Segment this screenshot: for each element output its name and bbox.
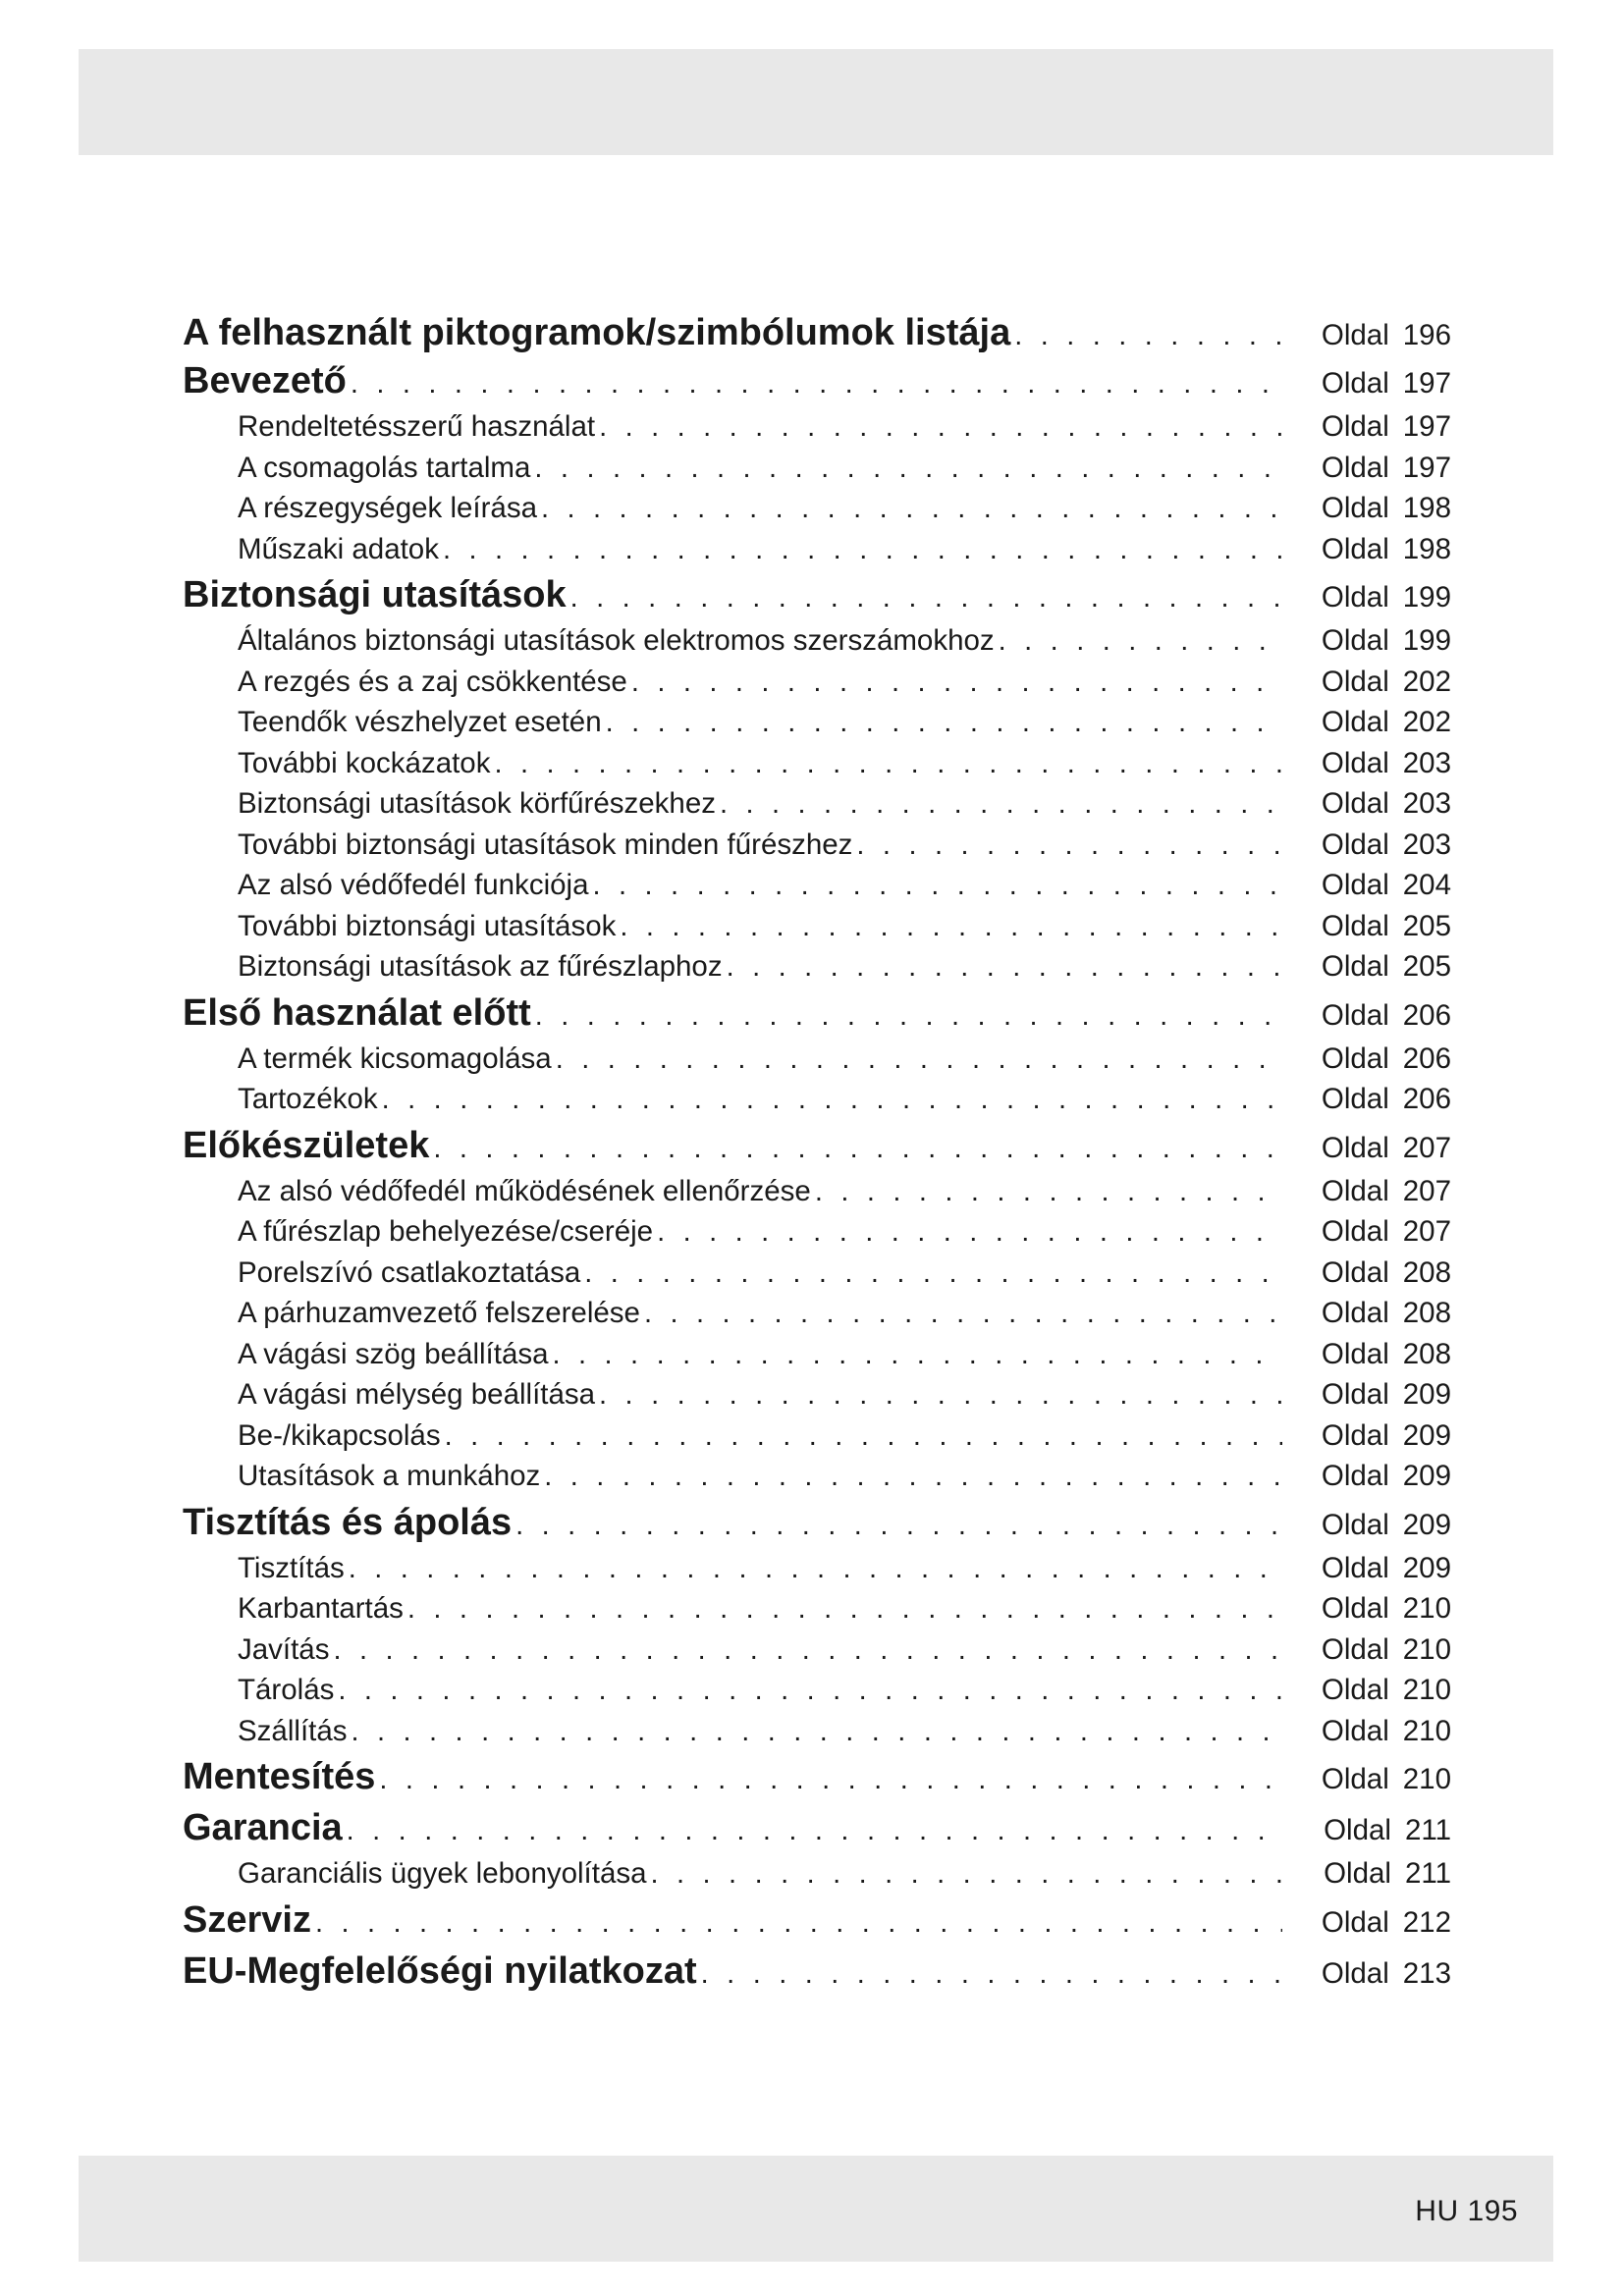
toc-page-label: Oldal bbox=[1321, 950, 1389, 983]
toc-entry-title: A rezgés és a zaj csökkentése bbox=[238, 665, 627, 698]
toc-entry-title: Teendők vészhelyzet esetén bbox=[238, 706, 602, 738]
toc-entry-title: Általános biztonsági utasítások elektromos szerszámokhoz bbox=[238, 624, 995, 657]
toc-page-label: Oldal bbox=[1324, 1814, 1391, 1846]
toc-page-number: 207 bbox=[1402, 1215, 1451, 1248]
toc-page-ref bbox=[1290, 906, 1451, 947]
toc-page-number: 199 bbox=[1402, 581, 1451, 614]
toc-page-number: 211 bbox=[1404, 1814, 1451, 1846]
toc-dot-leader bbox=[338, 1671, 1282, 1711]
toc-dot-leader bbox=[349, 1549, 1282, 1589]
toc-subsection-entry bbox=[183, 1588, 1451, 1629]
toc-dot-leader bbox=[599, 407, 1282, 448]
toc-dot-leader bbox=[727, 947, 1282, 988]
toc-section-entry bbox=[183, 1802, 1451, 1853]
toc-page-number: 210 bbox=[1402, 1763, 1451, 1795]
toc-entry-title: Bevezető bbox=[183, 360, 347, 401]
toc-page-label: Oldal bbox=[1321, 492, 1389, 524]
toc-page-ref bbox=[1290, 313, 1451, 355]
toc-entry-title: Be-/kikapcsolás bbox=[238, 1418, 441, 1452]
toc-page-label: Oldal bbox=[1321, 410, 1389, 443]
toc-page-number: 212 bbox=[1402, 1905, 1451, 1939]
toc-page-ref bbox=[1290, 865, 1451, 906]
toc-page-label: Oldal bbox=[1321, 746, 1389, 779]
toc-subsection-entry bbox=[183, 1171, 1451, 1212]
toc-subsection-entry bbox=[183, 702, 1451, 743]
toc-page-ref bbox=[1290, 1805, 1451, 1853]
toc-section-entry bbox=[183, 988, 1451, 1039]
header-band bbox=[79, 49, 1553, 155]
toc-page-ref bbox=[1290, 1171, 1451, 1212]
toc-section-entry bbox=[183, 569, 1451, 620]
toc-dot-leader bbox=[556, 1040, 1282, 1080]
toc-page-number: 213 bbox=[1402, 1956, 1451, 1990]
toc-entry-title: Porelszívó csatlakoztatása bbox=[238, 1255, 581, 1289]
toc-page-ref bbox=[1290, 743, 1451, 784]
toc-page-ref bbox=[1290, 1754, 1451, 1802]
toc-subsection-entry bbox=[183, 783, 1451, 825]
toc-subsection-entry bbox=[183, 743, 1451, 784]
toc-page-number: 207 bbox=[1402, 1174, 1451, 1207]
toc-page-label: Oldal bbox=[1321, 869, 1389, 901]
toc-subsection-entry bbox=[183, 488, 1451, 529]
toc-subsection-entry bbox=[183, 529, 1451, 570]
toc-entry-title: A csomagolás tartalma bbox=[238, 451, 531, 484]
toc-entry-title: A párhuzamvezető felszerelése bbox=[238, 1297, 640, 1329]
toc-page-ref bbox=[1290, 620, 1451, 662]
toc-page-ref bbox=[1290, 990, 1451, 1039]
toc-dot-leader bbox=[352, 1712, 1283, 1752]
toc-page-label: Oldal bbox=[1321, 1131, 1389, 1164]
toc-page-number: 206 bbox=[1402, 998, 1451, 1032]
toc-page-label: Oldal bbox=[1321, 1083, 1389, 1115]
toc-subsection-entry bbox=[183, 865, 1451, 906]
toc-page-label: Oldal bbox=[1324, 1857, 1391, 1890]
toc-page-number: 210 bbox=[1402, 1674, 1451, 1706]
toc-page-label: Oldal bbox=[1321, 451, 1389, 484]
toc-dot-leader bbox=[620, 907, 1282, 947]
toc-page-label: Oldal bbox=[1321, 1592, 1389, 1625]
toc-page-ref bbox=[1290, 529, 1451, 570]
toc-dot-leader bbox=[443, 530, 1282, 570]
toc-page-label: Oldal bbox=[1321, 1763, 1389, 1795]
toc-entry-title: Az alsó védőfedél működésének ellenőrzése bbox=[238, 1174, 811, 1207]
toc-page-label: Oldal bbox=[1321, 1378, 1389, 1411]
toc-page-label: Oldal bbox=[1321, 1714, 1389, 1747]
page-number: HU 195 bbox=[1415, 2195, 1518, 2227]
toc-dot-leader bbox=[553, 1335, 1282, 1375]
toc-page-ref bbox=[1290, 783, 1451, 825]
table-of-contents bbox=[183, 310, 1451, 1997]
toc-dot-leader bbox=[541, 489, 1282, 529]
toc-page-number: 198 bbox=[1402, 532, 1451, 565]
toc-entry-title: Garancia bbox=[183, 1807, 343, 1848]
toc-dot-leader bbox=[515, 1500, 1282, 1548]
toc-page-number: 208 bbox=[1402, 1297, 1451, 1329]
toc-page-label: Oldal bbox=[1321, 1297, 1389, 1329]
toc-dot-leader bbox=[535, 990, 1282, 1039]
toc-page-label: Oldal bbox=[1321, 1632, 1389, 1666]
toc-dot-leader bbox=[584, 1254, 1282, 1294]
toc-subsection-entry bbox=[183, 448, 1451, 489]
toc-section-entry bbox=[183, 1895, 1451, 1946]
toc-subsection-entry bbox=[183, 1293, 1451, 1334]
toc-entry-title: További biztonsági utasítások bbox=[238, 909, 617, 942]
toc-page-label: Oldal bbox=[1321, 828, 1389, 861]
toc-page-label: Oldal bbox=[1321, 1215, 1389, 1248]
toc-page-number: 209 bbox=[1402, 1378, 1451, 1411]
toc-page-ref bbox=[1290, 1949, 1451, 1997]
toc-page-label: Oldal bbox=[1321, 319, 1389, 351]
toc-entry-title: Tisztítás bbox=[238, 1551, 345, 1584]
toc-subsection-entry bbox=[183, 1079, 1451, 1120]
toc-dot-leader bbox=[599, 1375, 1282, 1415]
toc-page-ref bbox=[1290, 702, 1451, 743]
toc-page-number: 203 bbox=[1402, 746, 1451, 779]
toc-page-ref bbox=[1290, 946, 1451, 988]
toc-page-ref bbox=[1290, 1588, 1451, 1629]
toc-page-number: 199 bbox=[1402, 624, 1451, 657]
toc-page-ref bbox=[1290, 1897, 1451, 1946]
toc-page-number: 197 bbox=[1402, 367, 1451, 400]
toc-page-ref bbox=[1290, 1374, 1451, 1415]
toc-page-label: Oldal bbox=[1321, 1905, 1389, 1939]
toc-page-number: 210 bbox=[1402, 1714, 1451, 1747]
toc-page-ref bbox=[1290, 1334, 1451, 1375]
toc-dot-leader bbox=[407, 1589, 1282, 1629]
toc-page-number: 205 bbox=[1402, 950, 1451, 983]
footer-band bbox=[79, 2156, 1553, 2262]
toc-dot-leader bbox=[534, 449, 1282, 489]
toc-page-label: Oldal bbox=[1321, 624, 1389, 657]
toc-entry-title: A termék kicsomagolása bbox=[238, 1041, 552, 1075]
toc-page-number: 206 bbox=[1402, 1041, 1451, 1075]
toc-page-ref bbox=[1290, 406, 1451, 448]
toc-page-number: 203 bbox=[1402, 828, 1451, 861]
toc-page-ref bbox=[1290, 1211, 1451, 1253]
toc-page-ref bbox=[1290, 662, 1451, 703]
toc-dot-leader bbox=[593, 866, 1282, 906]
toc-page-number: 196 bbox=[1402, 319, 1451, 351]
toc-entry-title: Tárolás bbox=[238, 1674, 335, 1706]
toc-page-label: Oldal bbox=[1321, 1337, 1389, 1370]
toc-page-number: 209 bbox=[1402, 1460, 1451, 1492]
toc-subsection-entry bbox=[183, 1211, 1451, 1253]
toc-dot-leader bbox=[657, 1212, 1282, 1253]
toc-page-label: Oldal bbox=[1321, 367, 1389, 400]
toc-dot-leader bbox=[544, 1457, 1282, 1497]
toc-page-ref bbox=[1290, 1253, 1451, 1294]
toc-page-ref bbox=[1290, 572, 1451, 620]
toc-subsection-entry bbox=[183, 1374, 1451, 1415]
toc-entry-title: Utasítások a munkához bbox=[238, 1460, 541, 1492]
toc-page-number: 203 bbox=[1402, 787, 1451, 820]
toc-section-entry bbox=[183, 1946, 1451, 1997]
toc-entry-title: További biztonsági utasítások minden fűrészhez bbox=[238, 828, 853, 861]
toc-page-ref bbox=[1290, 1293, 1451, 1334]
toc-page-ref bbox=[1290, 448, 1451, 489]
toc-entry-title: Garanciális ügyek lebonyolítása bbox=[238, 1857, 647, 1890]
toc-dot-leader bbox=[351, 358, 1282, 406]
toc-dot-leader bbox=[315, 1897, 1282, 1946]
toc-entry-title: Szállítás bbox=[238, 1714, 348, 1747]
toc-page-number: 209 bbox=[1402, 1418, 1451, 1452]
toc-page-ref bbox=[1290, 1415, 1451, 1457]
toc-page-label: Oldal bbox=[1321, 1174, 1389, 1207]
toc-entry-title: Rendeltetésszerű használat bbox=[238, 410, 596, 443]
toc-page-number: 208 bbox=[1402, 1337, 1451, 1370]
toc-entry-title: Biztonsági utasítások körfűrészekhez bbox=[238, 787, 716, 820]
toc-entry-title: A részegységek leírása bbox=[238, 492, 537, 524]
toc-dot-leader bbox=[379, 1754, 1282, 1802]
toc-dot-leader bbox=[494, 744, 1282, 784]
toc-dot-leader bbox=[333, 1630, 1282, 1671]
toc-page-ref bbox=[1290, 1629, 1451, 1671]
toc-dot-leader bbox=[570, 572, 1282, 620]
toc-subsection-entry bbox=[183, 1039, 1451, 1080]
toc-dot-leader bbox=[606, 703, 1282, 743]
toc-page-label: Oldal bbox=[1321, 665, 1389, 698]
toc-entry-title: Az alsó védőfedél funkciója bbox=[238, 869, 589, 901]
toc-page-ref bbox=[1290, 1548, 1451, 1589]
toc-dot-leader bbox=[999, 621, 1282, 662]
toc-dot-leader bbox=[347, 1805, 1282, 1853]
toc-subsection-entry bbox=[183, 1415, 1451, 1457]
toc-subsection-entry bbox=[183, 1711, 1451, 1752]
toc-dot-leader bbox=[815, 1172, 1282, 1212]
toc-page-number: 206 bbox=[1402, 1083, 1451, 1115]
toc-entry-title: További kockázatok bbox=[238, 746, 491, 779]
toc-entry-title: A vágási szög beállítása bbox=[238, 1337, 549, 1370]
toc-subsection-entry bbox=[183, 406, 1451, 448]
toc-page-number: 197 bbox=[1402, 451, 1451, 484]
toc-dot-leader bbox=[1014, 313, 1282, 355]
toc-dot-leader bbox=[631, 663, 1282, 703]
toc-page-label: Oldal bbox=[1321, 532, 1389, 565]
toc-entry-title: EU-Megfelelőségi nyilatkozat bbox=[183, 1949, 697, 1992]
toc-page-label: Oldal bbox=[1321, 1041, 1389, 1075]
toc-page-ref bbox=[1290, 825, 1451, 866]
toc-page-number: 209 bbox=[1402, 1508, 1451, 1541]
toc-subsection-entry bbox=[183, 1456, 1451, 1497]
toc-page-number: 211 bbox=[1404, 1857, 1451, 1890]
toc-page-number: 207 bbox=[1402, 1131, 1451, 1164]
toc-subsection-entry bbox=[183, 1853, 1451, 1895]
toc-page-label: Oldal bbox=[1321, 1508, 1389, 1541]
toc-entry-title: Tartozékok bbox=[238, 1083, 378, 1115]
toc-page-ref bbox=[1290, 1079, 1451, 1120]
toc-dot-leader bbox=[856, 826, 1282, 866]
toc-page-number: 197 bbox=[1402, 410, 1451, 443]
toc-page-ref bbox=[1290, 1456, 1451, 1497]
toc-dot-leader bbox=[433, 1123, 1282, 1171]
toc-section-entry bbox=[183, 310, 1451, 355]
toc-entry-title: Első használat előtt bbox=[183, 991, 531, 1034]
toc-page-label: Oldal bbox=[1321, 706, 1389, 738]
toc-entry-title: A fűrészlap behelyezése/cseréje bbox=[238, 1215, 654, 1248]
toc-page-number: 204 bbox=[1402, 869, 1451, 901]
toc-page-label: Oldal bbox=[1321, 1418, 1389, 1452]
toc-entry-title: Javítás bbox=[238, 1632, 330, 1666]
toc-entry-title: Mentesítés bbox=[183, 1756, 376, 1797]
toc-page-number: 209 bbox=[1402, 1551, 1451, 1584]
toc-subsection-entry bbox=[183, 906, 1451, 947]
toc-page-ref bbox=[1290, 1711, 1451, 1752]
toc-page-label: Oldal bbox=[1321, 998, 1389, 1032]
toc-page-label: Oldal bbox=[1321, 1255, 1389, 1289]
toc-dot-leader bbox=[651, 1854, 1282, 1895]
toc-page-number: 210 bbox=[1402, 1592, 1451, 1625]
toc-subsection-entry bbox=[183, 1334, 1451, 1375]
toc-page-label: Oldal bbox=[1321, 1460, 1389, 1492]
toc-page-number: 205 bbox=[1402, 909, 1451, 942]
toc-section-entry bbox=[183, 1497, 1451, 1548]
toc-page-label: Oldal bbox=[1321, 1956, 1389, 1990]
toc-page-label: Oldal bbox=[1321, 909, 1389, 942]
toc-section-entry bbox=[183, 1120, 1451, 1171]
toc-page-ref bbox=[1290, 1500, 1451, 1548]
toc-entry-title: Karbantartás bbox=[238, 1592, 404, 1625]
toc-entry-title: Biztonsági utasítások az fűrészlaphoz bbox=[238, 950, 723, 983]
toc-subsection-entry bbox=[183, 825, 1451, 866]
toc-page-label: Oldal bbox=[1321, 1551, 1389, 1584]
toc-page-number: 210 bbox=[1402, 1632, 1451, 1666]
toc-subsection-entry bbox=[183, 620, 1451, 662]
toc-page-label: Oldal bbox=[1321, 787, 1389, 820]
toc-section-entry bbox=[183, 355, 1451, 406]
toc-entry-title: Tisztítás és ápolás bbox=[183, 1501, 513, 1543]
toc-page-number: 198 bbox=[1402, 492, 1451, 524]
toc-page-ref bbox=[1290, 1123, 1451, 1171]
toc-page-label: Oldal bbox=[1321, 1674, 1389, 1706]
toc-page-number: 202 bbox=[1402, 665, 1451, 698]
toc-dot-leader bbox=[644, 1294, 1282, 1334]
toc-page-ref bbox=[1290, 1039, 1451, 1080]
toc-page-number: 202 bbox=[1402, 706, 1451, 738]
toc-entry-title: A felhasznált piktogramok/szimbólumok listája bbox=[183, 312, 1011, 353]
toc-dot-leader bbox=[382, 1080, 1282, 1120]
toc-subsection-entry bbox=[183, 946, 1451, 988]
toc-entry-title: Szerviz bbox=[183, 1898, 311, 1941]
toc-subsection-entry bbox=[183, 1629, 1451, 1671]
toc-page-ref bbox=[1290, 488, 1451, 529]
toc-entry-title: Biztonsági utasítások bbox=[183, 574, 567, 615]
toc-entry-title: A vágási mélység beállítása bbox=[238, 1378, 596, 1411]
toc-page-ref bbox=[1290, 1670, 1451, 1711]
toc-subsection-entry bbox=[183, 1670, 1451, 1711]
toc-page-ref bbox=[1290, 358, 1451, 406]
toc-entry-title: Előkészületek bbox=[183, 1124, 430, 1166]
toc-subsection-entry bbox=[183, 1548, 1451, 1589]
toc-dot-leader bbox=[445, 1416, 1282, 1457]
toc-dot-leader bbox=[720, 784, 1282, 825]
toc-dot-leader bbox=[701, 1949, 1282, 1997]
toc-page-number: 208 bbox=[1402, 1255, 1451, 1289]
toc-subsection-entry bbox=[183, 662, 1451, 703]
toc-entry-title: Műszaki adatok bbox=[238, 532, 439, 565]
toc-subsection-entry bbox=[183, 1253, 1451, 1294]
toc-page-label: Oldal bbox=[1321, 581, 1389, 614]
toc-page-ref bbox=[1290, 1853, 1451, 1895]
toc-section-entry bbox=[183, 1751, 1451, 1802]
